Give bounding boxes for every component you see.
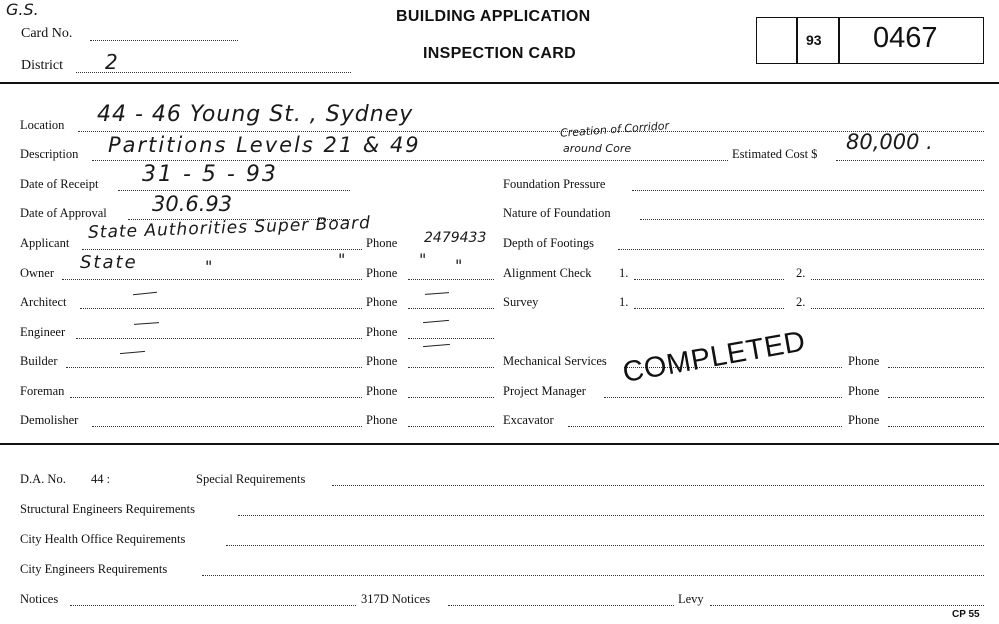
description-line[interactable] xyxy=(92,160,728,161)
health-line[interactable] xyxy=(226,545,984,546)
location-value: 44 - 46 Young St. , Sydney xyxy=(97,102,414,127)
builder-phone-label: Phone xyxy=(366,354,398,368)
excavator-line[interactable] xyxy=(568,426,842,427)
alignment-line-1[interactable] xyxy=(634,279,784,280)
engineer-line[interactable] xyxy=(76,338,362,339)
city-eng-line[interactable] xyxy=(202,575,984,576)
completed-stamp: COMPLETED xyxy=(620,325,809,390)
levy-label: Levy xyxy=(678,592,704,606)
nature-foundation-label: Nature of Foundation xyxy=(503,206,611,220)
notices-317d-line[interactable] xyxy=(448,605,674,606)
special-req-label: Special Requirements xyxy=(196,472,306,486)
builder-line[interactable] xyxy=(66,367,362,368)
survey-item-1: 1. xyxy=(619,295,629,309)
engineer-phone-nil-dash xyxy=(423,320,449,323)
depth-footings-line[interactable] xyxy=(618,249,984,250)
alignment-line-2[interactable] xyxy=(811,279,984,280)
applicant-label: Applicant xyxy=(20,236,70,250)
owner-phone-line[interactable] xyxy=(408,279,494,280)
demolisher-phone-line[interactable] xyxy=(408,426,494,427)
receipt-line[interactable] xyxy=(118,190,350,191)
card-number: 0467 xyxy=(873,22,938,54)
estimated-cost-label: Estimated Cost $ xyxy=(732,147,818,161)
project-manager-phone-line[interactable] xyxy=(888,397,984,398)
project-manager-label: Project Manager xyxy=(503,384,586,398)
alignment-item-2: 2. xyxy=(796,266,806,280)
box-divider-2 xyxy=(838,18,840,64)
da-no-value: 44 : xyxy=(91,472,111,486)
owner-ditto-2: " xyxy=(338,250,346,269)
owner-line[interactable] xyxy=(62,279,362,280)
applicant-phone-label: Phone xyxy=(366,236,398,250)
depth-footings-label: Depth of Footings xyxy=(503,236,594,250)
levy-line[interactable] xyxy=(710,605,984,606)
engineer-label: Engineer xyxy=(20,325,66,339)
builder-label: Builder xyxy=(20,354,58,368)
estimated-cost-line[interactable] xyxy=(836,160,984,161)
engineer-nil-dash xyxy=(134,322,159,325)
excavator-label: Excavator xyxy=(503,413,554,427)
foundation-pressure-label: Foundation Pressure xyxy=(503,177,606,191)
owner-value: State xyxy=(80,252,138,273)
excavator-phone-line[interactable] xyxy=(888,426,984,427)
health-label: City Health Office Requirements xyxy=(20,532,186,546)
special-req-line[interactable] xyxy=(332,485,984,486)
applicant-value: State Authorities Super Board xyxy=(87,213,372,243)
receipt-label: Date of Receipt xyxy=(20,177,99,191)
description-note-2: around Core xyxy=(563,142,632,155)
survey-line-1[interactable] xyxy=(634,308,784,309)
architect-line[interactable] xyxy=(80,308,362,309)
approval-value: 30.6.93 xyxy=(152,192,233,216)
alignment-item-1: 1. xyxy=(619,266,629,280)
builder-phone-nil-dash xyxy=(423,344,450,347)
project-manager-phone-label: Phone xyxy=(848,384,880,398)
structural-label: Structural Engineers Requirements xyxy=(20,502,195,516)
applicant-line[interactable] xyxy=(82,249,362,250)
district-label: District xyxy=(21,58,63,73)
da-no-label: D.A. No. xyxy=(20,472,66,486)
owner-phone-ditto-1: " xyxy=(419,250,427,269)
approval-label: Date of Approval xyxy=(20,206,107,220)
title-line-2: INSPECTION CARD xyxy=(423,45,576,62)
foreman-label: Foreman xyxy=(20,384,65,398)
description-note-1: Creation of Corridor xyxy=(559,119,670,140)
builder-phone-line[interactable] xyxy=(408,367,494,368)
district-value: 2 xyxy=(105,50,118,74)
description-label: Description xyxy=(20,147,79,161)
engineer-phone-line[interactable] xyxy=(408,338,494,339)
box-divider-1 xyxy=(796,18,798,64)
foundation-pressure-line[interactable] xyxy=(632,190,984,191)
project-manager-line[interactable] xyxy=(604,397,842,398)
notices-line[interactable] xyxy=(70,605,356,606)
architect-label: Architect xyxy=(20,295,67,309)
city-eng-label: City Engineers Requirements xyxy=(20,562,168,576)
location-label: Location xyxy=(20,118,65,132)
description-value: Partitions Levels 21 & 49 xyxy=(108,133,421,157)
owner-phone-label: Phone xyxy=(366,266,398,280)
survey-line-2[interactable] xyxy=(811,308,984,309)
foreman-phone-label: Phone xyxy=(366,384,398,398)
architect-phone-nil-dash xyxy=(425,292,449,295)
gs-mark: G.S. xyxy=(6,0,39,19)
section-rule xyxy=(0,443,999,445)
notices-label: Notices xyxy=(20,592,59,606)
mechanical-label: Mechanical Services xyxy=(503,354,607,368)
architect-phone-line[interactable] xyxy=(408,308,494,309)
form-code: CP 55 xyxy=(952,609,980,620)
card-no-label: Card No. xyxy=(21,26,73,41)
year-code: 93 xyxy=(806,32,822,48)
foreman-phone-line[interactable] xyxy=(408,397,494,398)
applicant-phone-value: 2479433 xyxy=(424,230,487,246)
demolisher-label: Demolisher xyxy=(20,413,79,427)
structural-line[interactable] xyxy=(238,515,984,516)
card-number-box xyxy=(756,17,984,64)
engineer-phone-label: Phone xyxy=(366,325,398,339)
demolisher-phone-label: Phone xyxy=(366,413,398,427)
foreman-line[interactable] xyxy=(70,397,362,398)
alignment-check-label: Alignment Check xyxy=(503,266,592,280)
owner-phone-ditto-2: " xyxy=(455,256,463,275)
survey-item-2: 2. xyxy=(796,295,806,309)
architect-phone-label: Phone xyxy=(366,295,398,309)
architect-nil-dash xyxy=(133,292,157,296)
card-no-line[interactable] xyxy=(90,40,238,41)
builder-nil-dash xyxy=(120,351,145,354)
mechanical-phone-label: Phone xyxy=(848,354,880,368)
header-rule xyxy=(0,82,999,84)
nature-foundation-line[interactable] xyxy=(640,219,984,220)
demolisher-line[interactable] xyxy=(92,426,362,427)
survey-label: Survey xyxy=(503,295,539,309)
title-line-1: BUILDING APPLICATION xyxy=(396,8,591,25)
estimated-cost-value: 80,000 . xyxy=(846,130,933,154)
receipt-value: 31 - 5 - 93 xyxy=(142,162,278,187)
mechanical-phone-line[interactable] xyxy=(888,367,984,368)
notices-317d-label: 317D Notices xyxy=(361,592,431,606)
owner-ditto-1: " xyxy=(205,257,213,276)
owner-label: Owner xyxy=(20,266,55,280)
excavator-phone-label: Phone xyxy=(848,413,880,427)
